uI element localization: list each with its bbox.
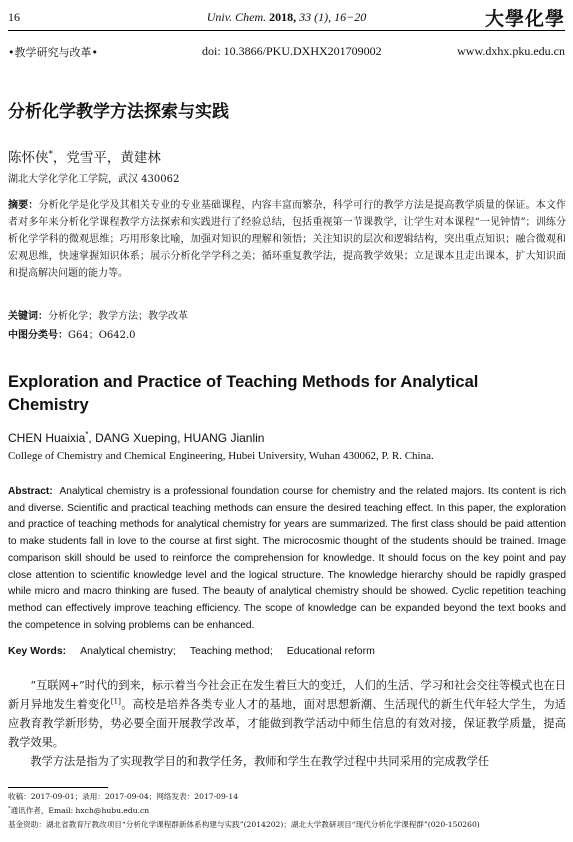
body-paragraph: “互联网+”时代的到来，标示着当今社会正在发生着巨大的变迁，人们的生活、学习和社会交往等模式也在日新月异地发生着变化[1]。高校是培养各类专业人才的基地，面对思想新潮、生活现代的新生代年轻大学生，为适应教育教学新形势，势必要全面开展教学改革，才能做到教学活动中师生信息的有效对接，保证教学质量，提高教学效果。 <box>8 679 566 749</box>
page-number: 16 <box>8 10 20 24</box>
keywords-label-english: Key Words: <box>8 645 67 657</box>
footnote-rule <box>8 787 108 788</box>
doi-link[interactable]: doi: 10.3866/PKU.DXHX201709002 <box>202 44 382 58</box>
author-corresponding-en: CHEN Huaixia <box>8 431 86 445</box>
affiliation-chinese: 湖北大学化学化工学院，武汉 430062 <box>8 174 180 185</box>
abstract-label-chinese: 摘要： <box>8 200 39 211</box>
authors-english <box>8 431 264 445</box>
keyword-3: Educational reform <box>286 645 375 657</box>
keywords-chinese <box>8 307 188 322</box>
keyword-2: Teaching method; <box>189 645 273 657</box>
journal-logo: 大學化學 <box>484 8 565 30</box>
classification-chinese <box>8 326 136 341</box>
classification-label: 中图分类号： <box>8 330 68 341</box>
running-header <box>8 6 565 30</box>
keywords-text-chinese: 分析化学；教学方法；教学改革 <box>48 311 188 322</box>
authors-chinese <box>8 146 161 166</box>
classification-number: G64；O642.0 <box>68 330 136 341</box>
title-english: Exploration and Practice of Teaching Methods for Analytical Chemistry <box>8 373 479 414</box>
corresponding-mark-en: * <box>85 430 89 439</box>
footnote-funding: 基金资助：湖北省教育厅教改项目“分析化学课程群新体系构建与实践”(2014202)；湖北大学教研项目“现代分析化学课程群”(020-150260) <box>8 820 480 829</box>
abstract-chinese <box>8 197 566 282</box>
author-corresponding: 陈怀侠 <box>8 150 49 166</box>
journal-volume: 33 (1), 16−20 <box>299 10 367 24</box>
journal-year: 2018, <box>269 10 297 24</box>
body-text <box>8 676 566 771</box>
corresponding-mark: * <box>48 149 53 160</box>
author-others: ，党雪平，黄建林 <box>52 150 161 166</box>
abstract-text-chinese: 分析化学是化学及其相关专业的专业基础课程，内容丰富而繁杂，科学可行的教学方法是提高教学质量的保证。本文作者对多年来分析化学课程教学方法探索和实践进行了经验总结，包括重视第一节课教学，让学生对本课程“一见钟情”；训练分析化学学科的微观思维；巧用形象比喻，加强对知识的理解和领悟；关注知识的层次和逻辑结构，突出重点知识；融合微观和宏观思维，快速掌握知识体系；展示分析化学学科之美；循环重复教学法，提高教学效果；立足课本且走出课本，扩大知识面和提高解决问题的能力等。 <box>8 200 567 279</box>
abstract-label-english: Abstract: <box>8 486 53 497</box>
keyword-1: Analytical chemistry; <box>80 645 176 657</box>
journal-citation <box>8 10 565 25</box>
article-meta <box>8 44 565 60</box>
citation-ref[interactable]: [1] <box>110 696 121 706</box>
corresponding-mark-foot: * <box>8 805 11 812</box>
header-rule <box>8 30 565 31</box>
journal-name: Univ. Chem. <box>206 10 267 24</box>
section-label: •教学研究与改革• <box>8 46 98 59</box>
footnotes <box>8 790 568 832</box>
footnote-corresponding: *通讯作者，Email: hxch@hubu.edu.cn <box>8 805 150 815</box>
footnote-received: 收稿：2017-09-01；录用：2017-09-04；网络发表：2017-09-14 <box>8 792 239 801</box>
body-paragraph: 教学方法是指为了实现教学目的和教学任务，教师和学生在教学过程中共同采用的完成教学任 <box>30 755 490 768</box>
affiliation-english: College of Chemistry and Chemical Engineering, Hubei University, Wuhan 430062, P. R. China. <box>8 450 434 462</box>
journal-url[interactable]: www.dxhx.pku.edu.cn <box>457 44 565 58</box>
abstract-english <box>8 484 566 634</box>
abstract-text-english: Analytical chemistry is a professional foundation course for chemistry and the related majors. Its content is rich and diverse. Scientific and practical teaching methods can ensure the desired teaching effect. In this paper, the exploration and practice of teaching methods for analytical chemistry for years are summarized. The first class should be paid attention to make students fall in love to the course at first sight. The microcosmic thought of the students should be trained. Image comparison skill should be used to reinforce the comprehension for knowledge. It should focus on the key point and pay close attention to scientific knowledge level and the logical structure. The knowledge hierarchy should be rapidly grasped while micro and macro thinking are fused. The beauty of analytical chemistry should be showed. Cyclic repetition teaching method can effectively improve teaching efficiency. The scope of knowledge can be expanded beyond the text books and the competence in solving problems can be enhanced. <box>8 486 566 631</box>
keywords-label-chinese: 关键词： <box>8 311 48 322</box>
author-others-en: , DANG Xueping, HUANG Jianlin <box>88 431 265 445</box>
keywords-english <box>8 645 375 657</box>
title-chinese: 分析化学教学方法探索与实践 <box>8 102 229 122</box>
